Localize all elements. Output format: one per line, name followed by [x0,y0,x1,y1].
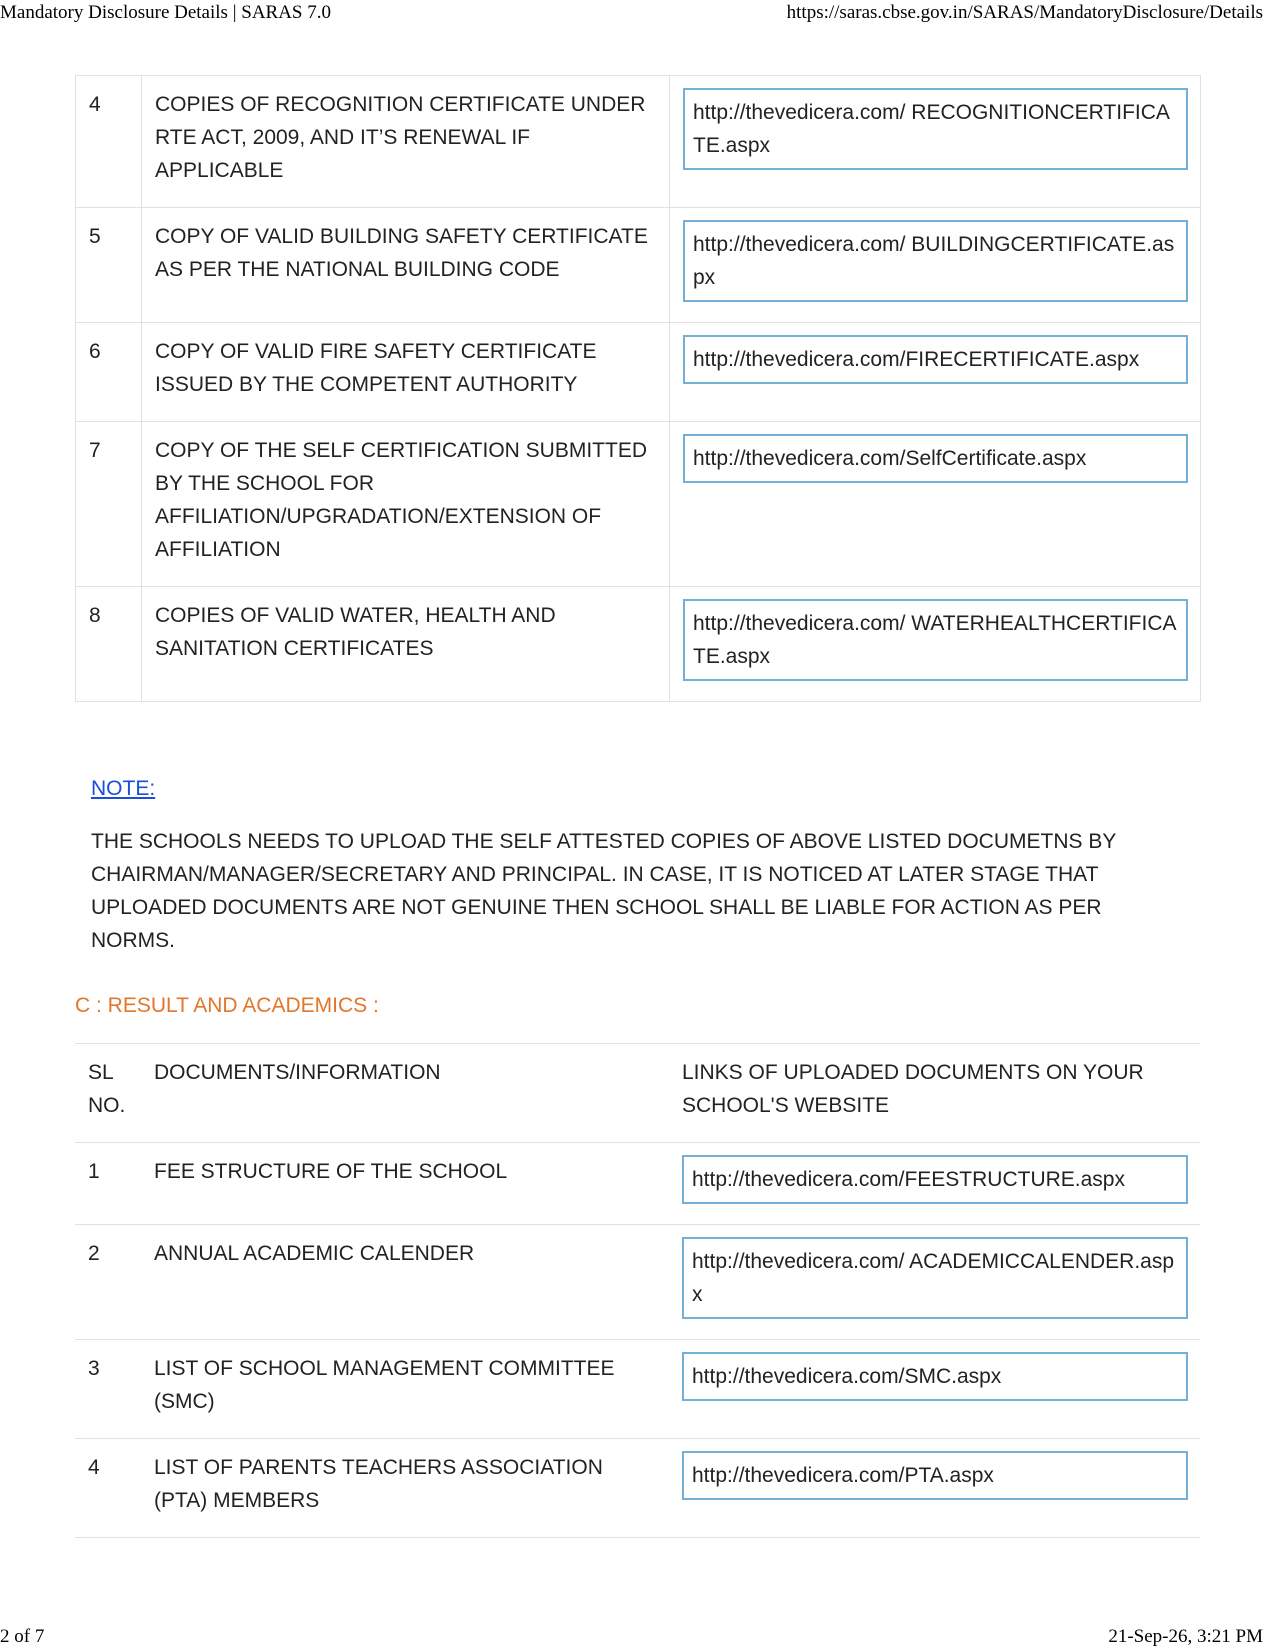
column-header-documents: DOCUMENTS/INFORMATION [141,1044,669,1143]
table-row [76,76,1201,208]
document-link-field[interactable]: http://thevedicera.com/PTA.aspx [682,1451,1188,1500]
document-link-field[interactable]: http://thevedicera.com/ ACADEMICCALENDER.aspx [682,1237,1188,1319]
note-link[interactable]: NOTE: [91,777,156,800]
row-number: 2 [75,1225,141,1340]
row-number: 3 [75,1340,141,1439]
document-link-field[interactable]: http://thevedicera.com/FIRECERTIFICATE.aspx [683,335,1188,384]
table-row [76,587,1201,702]
row-number: 4 [75,1439,141,1538]
page-counter: 2 of 7 [0,1626,45,1647]
document-link-field[interactable]: http://thevedicera.com/ WATERHEALTHCERTIFICATE.aspx [683,599,1188,681]
table-row [75,1225,1200,1340]
table-row [76,323,1201,422]
table-header-row [75,1044,1200,1143]
document-name: COPY OF VALID FIRE SAFETY CERTIFICATE ISSUED BY THE COMPETENT AUTHORITY [142,323,670,422]
print-datetime: 21-Sep-26, 3:21 PM [1108,1626,1263,1647]
section-heading-result-academics: C : RESULT AND ACADEMICS : [75,994,379,1017]
table-row [76,422,1201,587]
document-link-field[interactable]: http://thevedicera.com/FEESTRUCTURE.aspx [682,1155,1188,1204]
table-row [75,1143,1200,1225]
documents-table [75,75,1201,702]
result-academics-table [75,1043,1200,1538]
document-name: COPIES OF VALID WATER, HEALTH AND SANITATION CERTIFICATES [142,587,670,702]
note-text: THE SCHOOLS NEEDS TO UPLOAD THE SELF ATTESTED COPIES OF ABOVE LISTED DOCUMETNS BY CHAIRMAN/MANAGER/SECRETARY AND PRINCIPAL. IN CASE, IT IS NOTICED AT LATER STAGE THAT UPLOADED DOCUMENTS ARE NOT GENUINE THEN SCHOOL SHALL BE LIABLE FOR ACTION AS PER NORMS. [91,830,1116,952]
document-name: COPY OF VALID BUILDING SAFETY CERTIFICATE AS PER THE NATIONAL BUILDING CODE [142,208,670,323]
print-footer [0,1626,1275,1650]
table-row [75,1340,1200,1439]
document-link-field[interactable]: http://thevedicera.com/SMC.aspx [682,1352,1188,1401]
row-number: 5 [76,208,142,323]
table-row [75,1439,1200,1538]
row-number: 6 [76,323,142,422]
document-name: FEE STRUCTURE OF THE SCHOOL [141,1143,669,1225]
row-number: 1 [75,1143,141,1225]
document-name: LIST OF PARENTS TEACHERS ASSOCIATION (PTA) MEMBERS [141,1439,669,1538]
document-name: COPY OF THE SELF CERTIFICATION SUBMITTED BY THE SCHOOL FOR AFFILIATION/UPGRADATION/EXTENSION OF AFFILIATION [142,422,670,587]
document-link-field[interactable]: http://thevedicera.com/SelfCertificate.aspx [683,434,1188,483]
document-link-field[interactable]: http://thevedicera.com/ RECOGNITIONCERTIFICATE.aspx [683,88,1188,170]
row-number: 7 [76,422,142,587]
document-name: COPIES OF RECOGNITION CERTIFICATE UNDER RTE ACT, 2009, AND IT’S RENEWAL IF APPLICABLE [142,76,670,208]
document-name: ANNUAL ACADEMIC CALENDER [141,1225,669,1340]
document-link-field[interactable]: http://thevedicera.com/ BUILDINGCERTIFICATE.aspx [683,220,1188,302]
print-header [0,2,1275,26]
table-row [76,208,1201,323]
column-header-links: LINKS OF UPLOADED DOCUMENTS ON YOUR SCHOOL'S WEBSITE [669,1044,1200,1143]
print-page-url: https://saras.cbse.gov.in/SARAS/MandatoryDisclosure/Details [786,2,1263,23]
document-name: LIST OF SCHOOL MANAGEMENT COMMITTEE (SMC) [141,1340,669,1439]
row-number: 8 [76,587,142,702]
row-number: 4 [76,76,142,208]
column-header-sl-no: SL NO. [75,1044,141,1143]
print-page-title: Mandatory Disclosure Details | SARAS 7.0 [0,2,331,23]
